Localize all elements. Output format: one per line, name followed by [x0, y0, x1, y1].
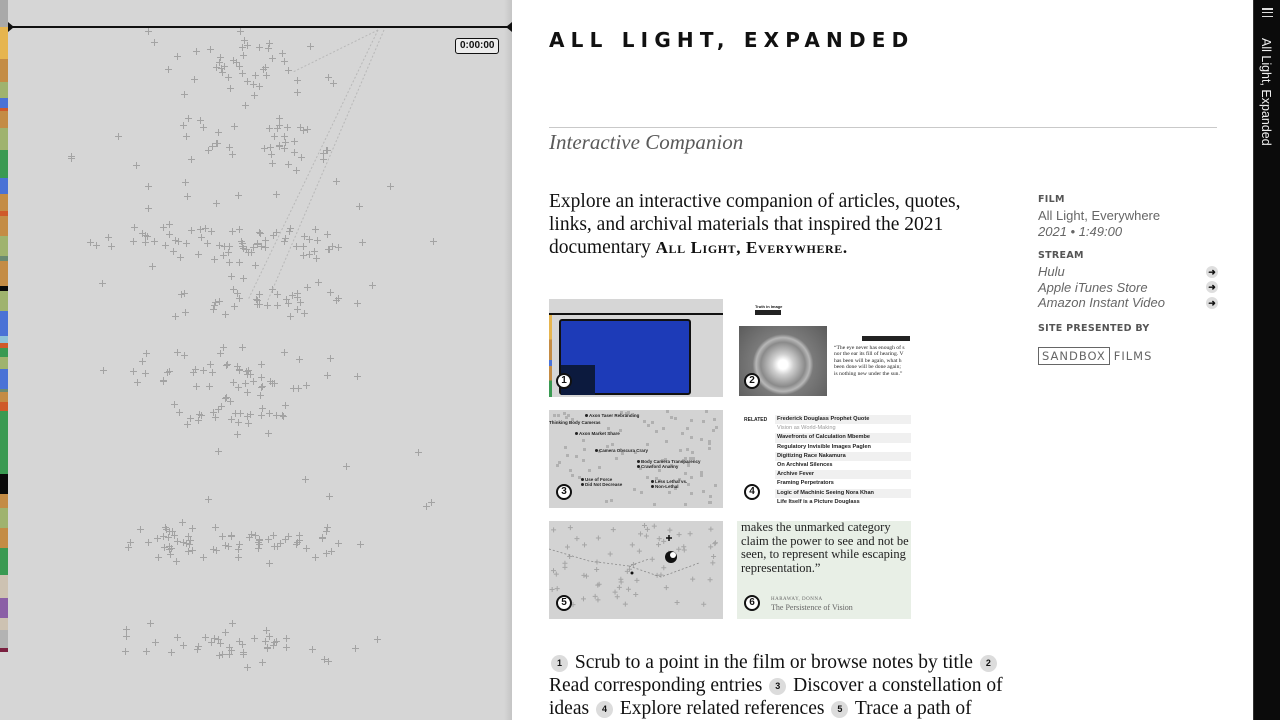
related-item: Framing Perpetrators [777, 480, 834, 487]
film-meta: 2021 • 1:49:00 [1038, 223, 1123, 239]
scene-segment[interactable] [0, 27, 8, 59]
scene-segment[interactable] [0, 648, 8, 652]
quote-line: been done will be done again; [834, 364, 901, 371]
constellation-panel[interactable] [0, 0, 512, 720]
scene-segment[interactable] [0, 575, 8, 598]
related-item: Life Itself is a Picture Douglass [777, 498, 860, 505]
main-content [512, 0, 1253, 720]
step-badge: 5 [556, 595, 572, 611]
scene-segment[interactable] [0, 598, 8, 618]
film-title: All Light, Everywhere [1038, 208, 1161, 223]
scene-segment[interactable] [0, 402, 8, 411]
scene-segment[interactable] [0, 194, 8, 211]
constellation-path-lines [8, 0, 512, 720]
logo-text: FILMS [1113, 348, 1153, 363]
scene-segment[interactable] [0, 59, 8, 82]
scene-segment[interactable] [0, 630, 8, 648]
intro-paragraph [549, 190, 1004, 259]
scene-segment[interactable] [0, 261, 8, 286]
stream-link-label: Amazon Instant Video [1038, 295, 1165, 310]
stream-link-amazon[interactable] [1038, 295, 1218, 311]
panel-divider [504, 0, 512, 720]
step-number-badge: 4 [596, 701, 613, 718]
film-label: FILM [1038, 194, 1065, 205]
scene-segment[interactable] [0, 216, 8, 236]
thumbnail-related[interactable] [737, 410, 911, 508]
thumbnail-trace-path[interactable] [549, 521, 723, 619]
thumbnail-scrub[interactable] [549, 299, 723, 397]
scene-segment[interactable] [0, 474, 8, 494]
scene-segment[interactable] [0, 82, 8, 98]
scene-segment[interactable] [0, 411, 8, 474]
constellation-label: Axon Taser Rebranding [589, 413, 640, 418]
scene-segment[interactable] [0, 348, 8, 357]
thumb-scrubber-line [549, 313, 723, 315]
hamburger-icon[interactable] [1262, 8, 1273, 17]
constellation-label: Did Not Decrease [585, 482, 623, 487]
step-number-badge: 3 [769, 678, 786, 695]
page-subtitle: Interactive Companion [549, 130, 744, 154]
timecode-display: 0:00:00 [455, 38, 499, 54]
related-label: RELATED [744, 417, 768, 423]
related-item: Archive Fever [775, 470, 911, 479]
thumb-entry-tags [755, 310, 781, 315]
scene-segment[interactable] [0, 291, 8, 311]
instructions-paragraph [549, 651, 1004, 720]
constellation-label: Axon Market Share [579, 431, 620, 436]
arrow-right-icon[interactable]: ➜ [1206, 281, 1218, 293]
timeline-scrubber[interactable] [8, 26, 512, 28]
constellation-label: Thinking Body Cameras [549, 420, 601, 425]
scene-segment[interactable] [0, 311, 8, 336]
stream-link-itunes[interactable] [1038, 280, 1218, 296]
sandbox-films-logo[interactable] [1038, 347, 1152, 365]
scene-segment[interactable] [0, 392, 8, 402]
thumb-path-svg [549, 521, 723, 619]
step-text: Scrub to a point in the film or browse notes by title [570, 652, 978, 673]
related-item: Wavefronts of Calculation Mbembe [775, 433, 911, 442]
scene-segment[interactable] [0, 128, 8, 150]
scrubber-handle-start-icon[interactable] [8, 22, 14, 32]
quote-line: nor the ear its fill of hearing. V [834, 351, 904, 358]
thumb-entry-quote [834, 345, 911, 377]
intro-text: Explore an interactive companion of articles, quotes, links, and archival materials that inspired the 2021 documentary [549, 191, 961, 258]
step-text: Trace a path of [850, 698, 972, 719]
scene-segment[interactable] [0, 178, 8, 194]
quote-line: “The eye never has enough of s [834, 345, 905, 351]
constellation-label: Use of Force [585, 477, 613, 482]
step-number-badge: 5 [831, 701, 848, 718]
thumb-quote-source: The Persistence of Vision [771, 603, 853, 612]
step-badge: 2 [744, 373, 760, 389]
constellation-label: Less Lethal vs. [655, 479, 688, 484]
thumbnail-constellation[interactable] [549, 410, 723, 508]
rail-title[interactable]: All Light, Expanded [1259, 38, 1273, 146]
scene-segment[interactable] [0, 150, 8, 178]
stream-link-hulu[interactable] [1038, 264, 1218, 280]
title-divider [549, 127, 1217, 128]
scene-segment[interactable] [0, 111, 8, 128]
constellation-label: Body Camera Transparency [641, 459, 701, 464]
scene-segment[interactable] [0, 98, 8, 108]
stream-link-label: Hulu [1038, 264, 1065, 279]
thumb-entry-header: Truth in Image [755, 304, 783, 309]
scene-segment[interactable] [0, 508, 8, 528]
related-item: Logic of Machinic Seeing Nora Khan [775, 489, 911, 498]
scene-segment[interactable] [0, 528, 8, 548]
scene-segment[interactable] [0, 357, 8, 369]
step-text: Explore related references [614, 698, 830, 719]
film-name: All Light, Everywhere. [655, 238, 848, 257]
step-badge: 6 [744, 595, 760, 611]
thumb-entry-tags-2 [862, 336, 910, 341]
scene-segment[interactable] [0, 236, 8, 256]
arrow-right-icon[interactable]: ➜ [1206, 266, 1218, 278]
constellation-label: Camera Obscura Crary [599, 448, 649, 453]
presented-by-label: SITE PRESENTED BY [1038, 322, 1150, 334]
scene-segment[interactable] [0, 336, 8, 343]
step-text: Discover a constellation of ideas [549, 675, 1003, 719]
scene-segment[interactable] [0, 369, 8, 389]
stream-label: STREAM [1038, 250, 1084, 261]
thumb-quote-author: HARAWAY, DONNA [771, 597, 823, 602]
scene-color-bar[interactable] [0, 0, 8, 720]
step-badge: 4 [744, 484, 760, 500]
quote-line: is nothing new under the sun.” [834, 370, 903, 377]
thumb-quote-text: makes the unmarked category claim the power to see and not be seen, to represent while escaping representation.” [741, 521, 909, 575]
thumbnail-read-entry[interactable] [737, 299, 911, 397]
quote-line: has been will be again, what h [834, 357, 902, 364]
thumb-color-bar [549, 315, 552, 397]
scene-segment[interactable] [0, 618, 8, 630]
step-number-badge: 1 [551, 655, 568, 672]
stream-link-label: Apple iTunes Store [1038, 279, 1148, 295]
step-badge: 3 [556, 484, 572, 500]
thumbnail-quote[interactable] [737, 521, 911, 619]
related-item: Digitizing Race Nakamura [775, 452, 911, 461]
related-item: Frederick Douglass Prophet Quote [775, 415, 911, 424]
film-info [1038, 194, 1218, 365]
related-item: Vision as World-Making [777, 425, 836, 432]
step-text: Read corresponding entries [549, 675, 768, 696]
scene-segment[interactable] [0, 0, 8, 27]
constellation-label: Non-Lethal [655, 484, 679, 489]
arrow-right-icon[interactable]: ➜ [1206, 297, 1218, 309]
constellation-label: Crawford Ananny [641, 464, 679, 469]
step-badge: 1 [556, 373, 572, 389]
scene-segment[interactable] [0, 494, 8, 508]
step-number-badge: 2 [980, 655, 997, 672]
related-item: Regulatory Invisible Images Paglen [777, 443, 871, 450]
related-item: On Archival Silences [777, 462, 833, 469]
logo-box-text: SANDBOX [1038, 347, 1110, 365]
page-title: ALL LIGHT, EXPANDED [549, 28, 915, 52]
scene-segment[interactable] [0, 548, 8, 575]
constellation-starfield[interactable] [8, 0, 512, 720]
related-list [775, 415, 911, 507]
side-rail [1253, 0, 1280, 720]
